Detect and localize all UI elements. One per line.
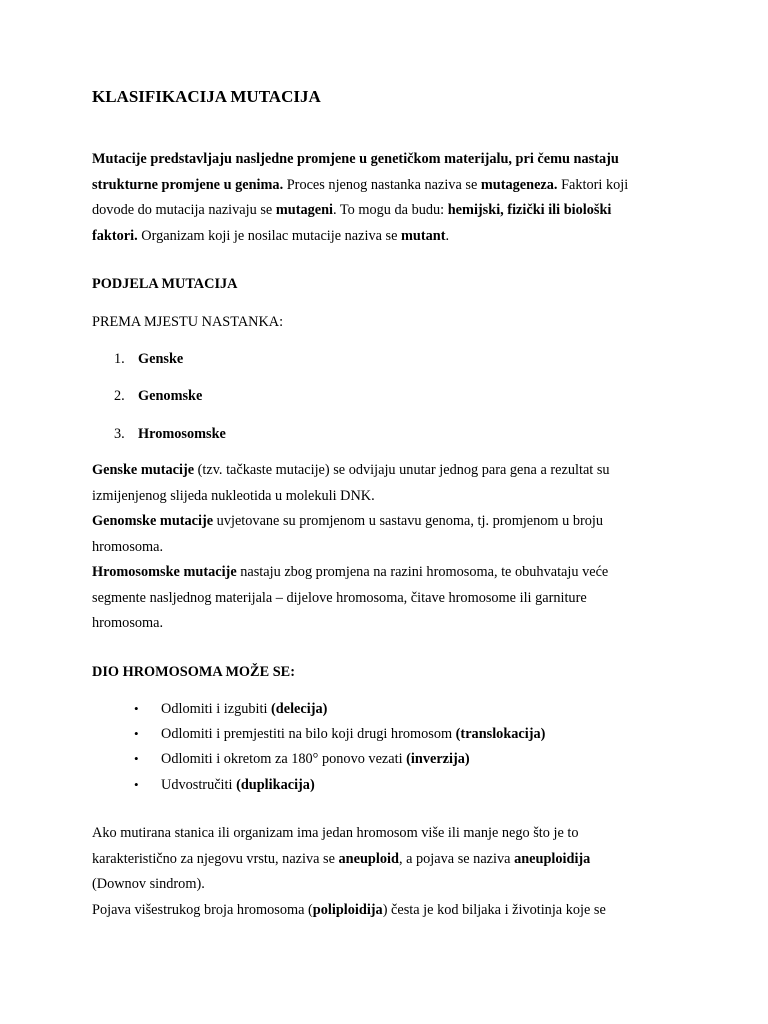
intro-bold-2: strukturne promjene u genima. — [92, 176, 284, 193]
term-aneuploid: aneuploid — [338, 850, 399, 867]
bullet-icon: • — [134, 701, 139, 716]
term-mutageneza: mutageneza. — [480, 176, 558, 193]
intro-bold-1: Mutacije predstavljaju nasljedne promjene u genetičkom materijalu, pri čemu nastaju — [92, 151, 619, 167]
term-poliploidija: poliploidija — [312, 901, 383, 918]
heading-podjela: PODJELA MUTACIJA — [92, 276, 238, 292]
intro-text-4: Organizam koji je nosilac mutacije naziva se — [137, 227, 402, 244]
intro-text-3: dovode do mutacija nazivaju se — [92, 202, 276, 218]
term-mutant: mutant — [401, 227, 446, 244]
genske-bold: Genske mutacije — [92, 462, 195, 478]
intro-text-2b: Faktori koji — [557, 176, 629, 193]
bullet-icon: • — [134, 726, 139, 741]
list-item: • Odlomiti i premjestiti na bilo koji drugi hromosom (translokacija) — [134, 726, 546, 742]
hromosomske-bold: Hromosomske mutacije — [92, 564, 237, 580]
description-paragraph: Genske mutacije (tzv. tačkaste mutacije) se odvijaju unutar jednog para gena a rezultat su izmijenjenog slijeda nukleotida u molekuli DNK. Genomske mutacije uvjetovane su promjenom u sastavu genoma, tj. promjenom u broju hromosoma. Hromosomske mutacije nastaju zbog promjena na razini hromosoma, te obuhvataju veće segmente nasljednog materijala – dijelove hromosoma, čitave hromosome ili garniture hromosoma. — [92, 462, 610, 631]
bullet-icon: • — [134, 751, 139, 766]
term-aneuploidija: aneuploidija — [514, 850, 591, 867]
list-item: 1. Genske — [114, 351, 184, 367]
intro-paragraph — [92, 147, 682, 249]
list-item: • Odlomiti i izgubiti (delecija) — [134, 701, 328, 717]
prema-label: PREMA MJESTU NASTANKA: — [92, 314, 284, 330]
intro-bold-4: faktori. — [92, 227, 138, 244]
intro-text-3b: . To mogu da budu: — [333, 202, 448, 218]
term-faktori: hemijski, fizički ili biološki — [447, 202, 612, 218]
bullet-icon: • — [134, 777, 139, 792]
aneuploidy-paragraph: Ako mutirana stanica ili organizam ima jedan hromosom više ili manje nego što je to karakteristično za njegovu vrstu, naziva se aneuploid, a pojava se naziva aneuploidija (Downov sindrom). Pojava višestrukog broja hromosoma (poliploidija) česta je kod biljaka i životinja koje se — [92, 825, 606, 918]
intro-text-2: Proces njenog nastanka naziva se — [283, 176, 481, 193]
intro-text-4b: . — [445, 227, 450, 244]
heading-dio: DIO HROMOSOMA MOŽE SE: — [92, 664, 295, 680]
list-item: • Odlomiti i okretom za 180° ponovo vezati (inverzija) — [134, 751, 470, 767]
list-item: 2. Genomske — [114, 388, 203, 404]
term-mutageni: mutageni — [275, 202, 334, 218]
list-item: • Udvostručiti (duplikacija) — [134, 777, 315, 793]
document-title: KLASIFIKACIJA MUTACIJA — [92, 87, 321, 106]
list-item: 3. Hromosomske — [114, 426, 226, 442]
genomske-bold: Genomske mutacije — [92, 513, 214, 529]
